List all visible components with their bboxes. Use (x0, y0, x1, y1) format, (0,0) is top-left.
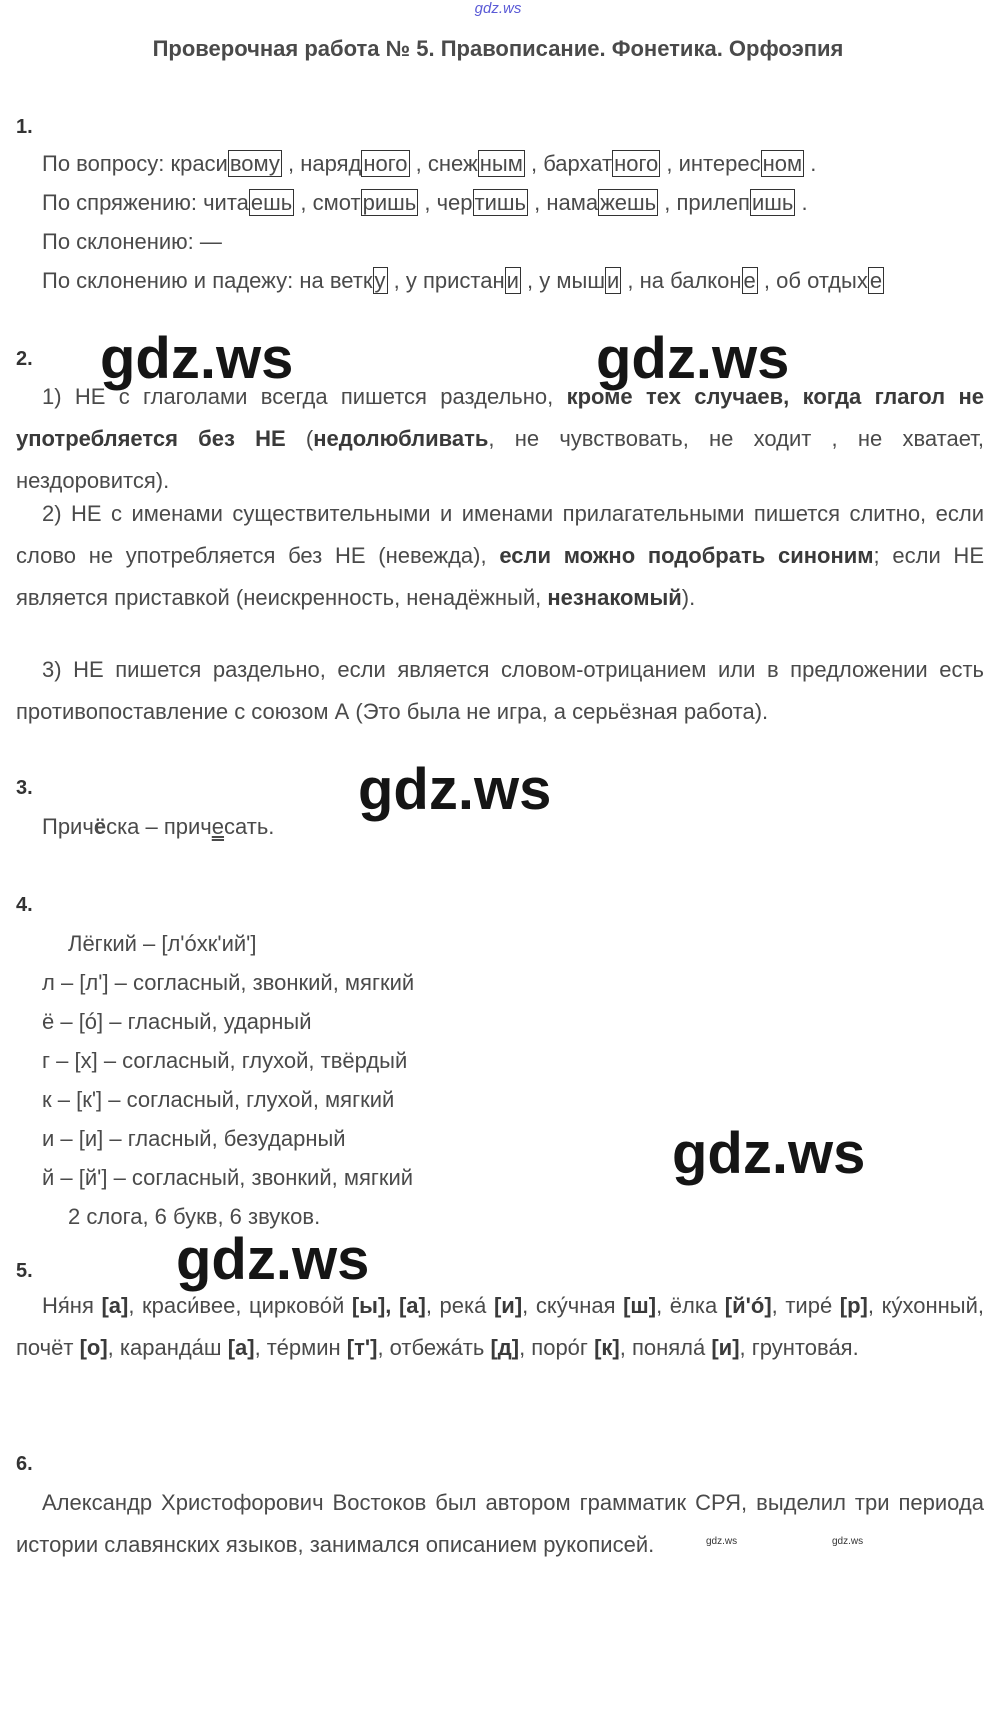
word-text: , поняла́ (619, 1335, 712, 1360)
word-text: , тире́ (771, 1293, 840, 1318)
boxed-ending: жешь (600, 190, 657, 215)
word-stem: краси (170, 151, 228, 176)
word-text: , ёлка (656, 1293, 725, 1318)
task-4-line: й – [й'] – согласный, звонкий, мягкий (42, 1165, 414, 1190)
task-2-paragraph-3: 3) НЕ пишется раздельно, если является словом-отрицанием или в предложении есть противопоставление с союзом А (Это была не игра, а серьёзная работа). (16, 657, 984, 724)
word-stem: у мыш (539, 268, 605, 293)
word-stem: нама (546, 190, 599, 215)
word-stem: наряд (300, 151, 362, 176)
task-5-number: 5. (16, 1260, 33, 1282)
separator: , (524, 151, 544, 176)
boxed-ending: ришь (362, 190, 417, 215)
sound-transcription: [р] (839, 1293, 868, 1318)
corner-watermark: gdz.ws (706, 1536, 738, 1547)
watermark: gdz.ws (176, 1227, 370, 1292)
sound-transcription: [ш] (623, 1293, 657, 1318)
word-text: , река́ (425, 1293, 494, 1318)
word-text: , ку́хонный, почёт (16, 1293, 984, 1360)
word-text: Ня́ня (42, 1293, 102, 1318)
word-stem: бархат (543, 151, 613, 176)
task-1-line-4: По склонению и падежу: на ветку , у пристани , у мыши , на балконе , об отдыхе (42, 268, 883, 293)
boxed-ending: у (374, 268, 386, 293)
boxed-ending: вому (229, 151, 280, 176)
task-2-number: 2. (16, 348, 33, 370)
word-stem: интерес (678, 151, 761, 176)
separator: , (294, 190, 313, 215)
watermark: gdz.ws (358, 757, 552, 822)
boxed-ending: ного (363, 151, 408, 176)
separator: , (621, 268, 640, 293)
word-stem: об отдых (776, 268, 868, 293)
separator: , (281, 151, 301, 176)
word-text: , отбежа́ть (377, 1335, 491, 1360)
word-stem: чита (203, 190, 249, 215)
task-2-paragraph-2: 2) НЕ с именами существительными и именами прилагательными пишется слитно, если слово не употребляется без НЕ (невежда), если можно подобрать синоним; если НЕ является приставкой (неискренность, ненадёжный, незнакомый). (16, 501, 984, 610)
separator: , (387, 268, 406, 293)
task-4-number: 4. (16, 894, 33, 916)
word-stem: на ветк (299, 268, 373, 293)
task-2-paragraph-1: 1) НЕ с глаголами всегда пишется раздельно, кроме тех случаев, когда глагол не употребляется без НЕ (недолюбливать, не чувствовать, не ходит , не хватает, нездоровится). (16, 384, 984, 493)
task-1-line-1: По вопросу: красивому , нарядного , снежным , бархатного , интересном . (42, 151, 817, 176)
word-stem: прилеп (676, 190, 750, 215)
word-text: , краси́вее, цирково́й (128, 1293, 352, 1318)
task-1-line-2: По спряжению: читаешь , смотришь , чертишь , намажешь , прилепишь . (42, 190, 808, 215)
task-4-line: 2 слога, 6 букв, 6 звуков. (68, 1204, 321, 1229)
task-4-line: ё – [ó] – гласный, ударный (42, 1009, 312, 1034)
boxed-ending: е (743, 268, 756, 293)
word-text: , грунтова́я. (739, 1335, 859, 1360)
boxed-ending: ешь (250, 190, 293, 215)
task-6-paragraph: Александр Христофорович Востоков был автором грамматик СРЯ, выделил три периода истории славянских языков, занимался описанием рукописей. (16, 1490, 984, 1557)
task-5-paragraph (16, 1285, 984, 1369)
separator: , (660, 151, 679, 176)
boxed-ending: е (869, 268, 883, 293)
page-title: Проверочная работа № 5. Правописание. Фонетика. Орфоэпия (152, 36, 844, 61)
boxed-ending: ном (762, 151, 803, 176)
sound-transcription: [т'] (346, 1335, 378, 1360)
task-4-line: г – [х] – согласный, глухой, твёрдый (42, 1048, 408, 1073)
boxed-ending: ного (614, 151, 659, 176)
task-3-number: 3. (16, 777, 33, 799)
sound-transcription: [о] (79, 1335, 108, 1360)
word-stem: на балкон (639, 268, 742, 293)
boxed-ending: тишь (474, 190, 526, 215)
boxed-ending: ным (479, 151, 523, 176)
task-1-number: 1. (16, 116, 33, 138)
separator: , (520, 268, 540, 293)
watermark: gdz.ws (672, 1121, 866, 1186)
sound-transcription: [и] (711, 1335, 740, 1360)
sound-transcription: [й'ó] (724, 1293, 772, 1318)
task-3-text: Причёска – причесать. (42, 814, 275, 839)
task-4-line: к – [к'] – согласный, глухой, мягкий (42, 1087, 395, 1112)
top-watermark: gdz.ws (474, 0, 522, 17)
word-stem: чер (436, 190, 473, 215)
task-4-line: л – [л'] – согласный, звонкий, мягкий (42, 970, 415, 995)
separator: , (757, 268, 777, 293)
corner-watermark: gdz.ws (832, 1536, 864, 1547)
sound-transcription: [а] (101, 1293, 129, 1318)
boxed-ending: и (506, 268, 519, 293)
task-6-number: 6. (16, 1453, 33, 1475)
separator: . (795, 190, 808, 215)
word-text: , поро́г (519, 1335, 595, 1360)
word-text: , каранда́ш (107, 1335, 228, 1360)
task-4-line: и – [и] – гласный, безударный (42, 1126, 346, 1151)
separator: , (409, 151, 428, 176)
separator: . (804, 151, 817, 176)
separator: , (658, 190, 677, 215)
separator: , (527, 190, 547, 215)
watermark: gdz.ws (596, 326, 790, 391)
task-1-line-3: По склонению: — (42, 229, 222, 254)
word-stem: у пристан (405, 268, 505, 293)
sound-transcription: [и] (493, 1293, 523, 1318)
word-stem: смот (312, 190, 361, 215)
sound-transcription: [д] (490, 1335, 520, 1360)
word-text: , ску́чная (522, 1293, 624, 1318)
word-text: , те́рмин (254, 1335, 347, 1360)
separator: , (418, 190, 437, 215)
watermark: gdz.ws (100, 326, 294, 391)
boxed-ending: ишь (751, 190, 794, 215)
word-stem: снеж (427, 151, 478, 176)
sound-transcription: [а] (227, 1335, 255, 1360)
task-4-line: Лёгкий – [л'óхк'ий'] (68, 931, 257, 956)
sound-transcription: [к] (594, 1335, 620, 1360)
boxed-ending: и (606, 268, 620, 293)
sound-transcription: [ы], [а] (351, 1293, 426, 1318)
